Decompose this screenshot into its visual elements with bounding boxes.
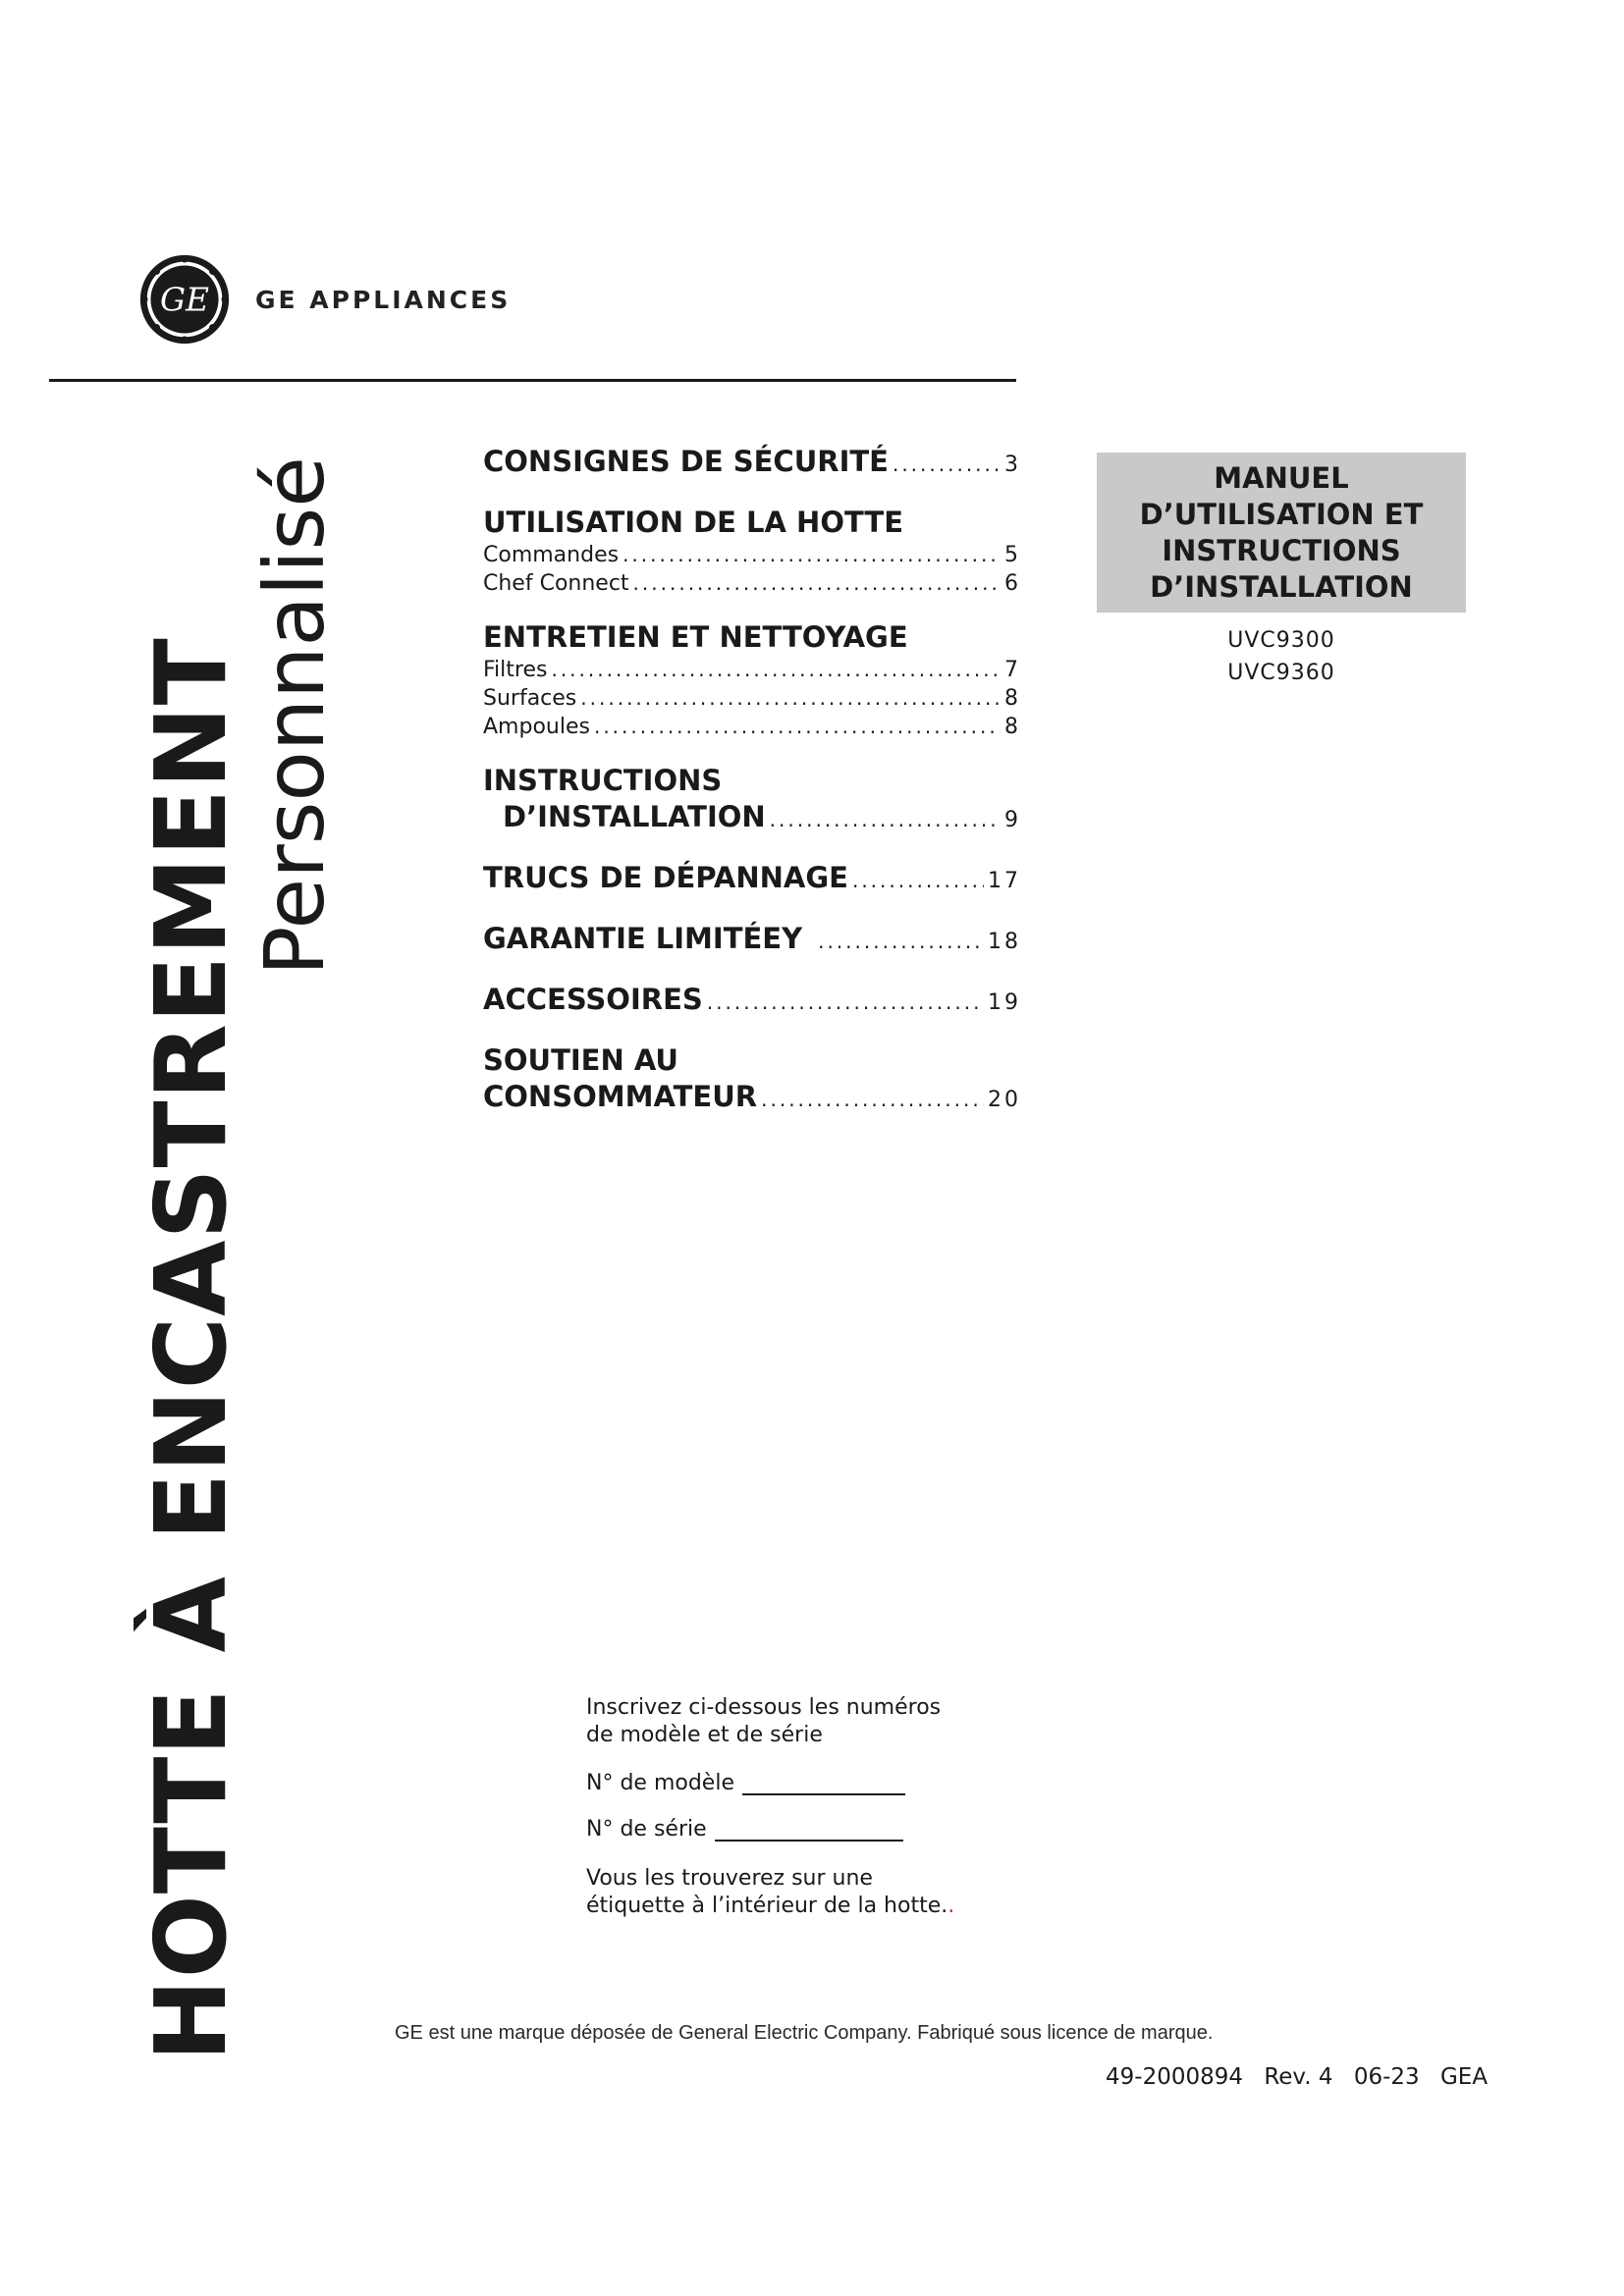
brand-name: GE APPLIANCES bbox=[255, 285, 512, 314]
manual-box-line: MANUEL bbox=[1214, 460, 1349, 495]
toc-heading: ENTRETIEN ET NETTOYAGE bbox=[483, 620, 908, 654]
toc-entry[interactable]: Filtres ..... 7 bbox=[483, 656, 1021, 684]
doc-code: GEA bbox=[1439, 2064, 1489, 2090]
record-note: Vous les trouverez sur une bbox=[586, 1866, 873, 1891]
model-number-label: N° de modèle bbox=[586, 1771, 734, 1795]
manual-box-line: INSTRUCTIONS bbox=[1162, 533, 1401, 567]
record-intro: de modèle et de série bbox=[586, 1723, 823, 1747]
toc-section-soutien bbox=[483, 1042, 1021, 1118]
toc-entry[interactable]: Surfaces ..... 8 bbox=[483, 684, 1021, 713]
svg-text:GE: GE bbox=[160, 281, 209, 319]
toc-heading: INSTRUCTIONS bbox=[483, 764, 723, 797]
toc-section-securite bbox=[483, 444, 1021, 483]
doc-revision: Rev. 4 bbox=[1264, 2064, 1333, 2090]
manual-box-line: D’UTILISATION ET bbox=[1139, 497, 1424, 531]
toc-entry[interactable]: Commandes ..... 5 bbox=[483, 541, 1021, 569]
red-period: . bbox=[947, 1894, 955, 1918]
toc-entry[interactable]: Chef Connect ..... 6 bbox=[483, 569, 1021, 598]
toc-entry[interactable]: CONSIGNES DE SÉCURITÉ ..... 3 bbox=[483, 444, 1021, 483]
toc-entry[interactable]: D’INSTALLATION ..... 9 bbox=[483, 799, 1021, 838]
toc-section-depannage bbox=[483, 860, 1021, 899]
manual-box-line: D’INSTALLATION bbox=[1150, 569, 1413, 604]
model-number-field[interactable] bbox=[742, 1772, 905, 1795]
toc-heading: SOUTIEN AU bbox=[483, 1043, 678, 1077]
vertical-title bbox=[134, 447, 353, 2061]
title-sub: Personnalisé bbox=[246, 456, 343, 977]
serial-number-field[interactable] bbox=[715, 1818, 903, 1842]
toc-section-entretien bbox=[483, 619, 1021, 741]
table-of-contents bbox=[483, 444, 1021, 1140]
doc-number: 49-2000894 bbox=[1106, 2064, 1243, 2090]
ge-monogram-icon bbox=[137, 252, 232, 347]
toc-entry[interactable]: TRUCS DE DÉPANNAGE ..... 17 bbox=[483, 860, 1021, 899]
toc-section-accessoires bbox=[483, 982, 1021, 1021]
serial-number-row bbox=[586, 1817, 1077, 1842]
toc-entry[interactable]: ACCESSOIRES ..... 19 bbox=[483, 982, 1021, 1021]
doc-date: 06-23 bbox=[1353, 2064, 1420, 2090]
record-intro: Inscrivez ci-dessous les numéros bbox=[586, 1695, 942, 1720]
document-number bbox=[1106, 2064, 1501, 2090]
toc-entry[interactable]: CONSOMMATEUR ..... 20 bbox=[483, 1079, 1021, 1118]
header-logo bbox=[137, 250, 511, 348]
title-main: HOTTE À ENCASTREMENT bbox=[134, 637, 248, 2061]
manual-type-box bbox=[1097, 453, 1466, 613]
toc-section-installation bbox=[483, 763, 1021, 838]
toc-section-garantie bbox=[483, 921, 1021, 960]
model-list bbox=[1097, 624, 1466, 689]
serial-number-label: N° de série bbox=[586, 1817, 707, 1842]
toc-entry[interactable]: GARANTIE LIMITÉEY ..... 18 bbox=[483, 921, 1021, 960]
toc-entry[interactable]: Ampoules ..... 8 bbox=[483, 713, 1021, 741]
trademark-notice: GE est une marque déposée de General Electric Company. Fabriqué sous licence de marque. bbox=[395, 2022, 1214, 2044]
header-rule bbox=[49, 379, 1016, 382]
toc-section-utilisation bbox=[483, 505, 1021, 598]
model-number: UVC9300 bbox=[1227, 628, 1335, 653]
record-note-line2: étiquette à l’intérieur de la hotte.. bbox=[586, 1894, 955, 1918]
model-number-row bbox=[586, 1771, 1077, 1795]
record-numbers-block bbox=[586, 1694, 1077, 1920]
model-number: UVC9360 bbox=[1227, 661, 1335, 685]
toc-heading: UTILISATION DE LA HOTTE bbox=[483, 506, 904, 539]
